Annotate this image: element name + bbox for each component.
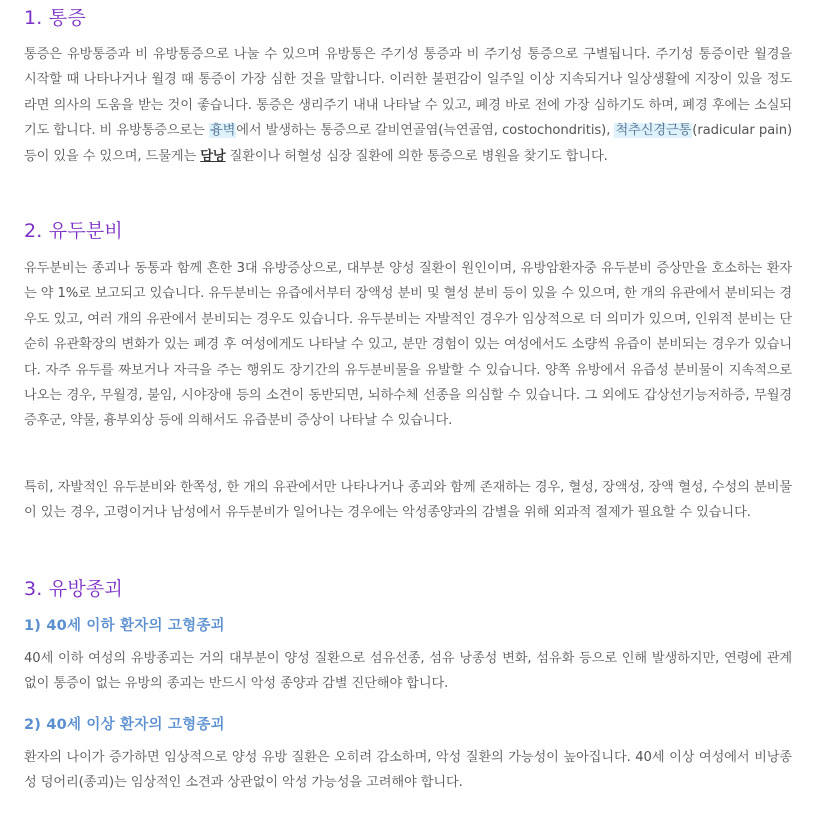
- section-title-nipple-discharge: 2. 유두분비: [24, 220, 123, 242]
- pain-text-b: 에서 발생하는 통증으로 갈비연골염(늑연골염, costochondritis),: [236, 123, 615, 139]
- mass-paragraph-under-40: 40세 이하 여성의 유방종괴는 거의 대부분이 양성 질환으로 섬유선종, 섬유 낭종성 변화, 섬유화 등으로 인해 발생하지만, 연령에 관계없이 통증이 없는 유방의 종괴는 반드시 악성 종양과 감별 진단해야 합니다.: [24, 651, 792, 692]
- mass-paragraph-over-40: 환자의 나이가 증가하면 임상적으로 양성 유방 질환은 오히려 감소하며, 악성 질환의 가능성이 높아집니다. 40세 이상 여성에서 비낭종성 덩어리(종괴)는 임상적인 소견과 상관없이 악성 가능성을 고려해야 합니다.: [24, 750, 792, 791]
- pain-text-d: 질환이나 허혈성 심장 질환에 의한 통증으로 병원을 찾기도 합니다.: [225, 148, 608, 164]
- section-title-breast-mass: 3. 유방종괴: [24, 578, 123, 600]
- discharge-paragraph-1: 유두분비는 종괴나 동통과 함께 흔한 3대 유방증상으로, 대부분 양성 질환이 원인이며, 유방암환자중 유두분비 증상만을 호소하는 환자는 약 1%로 보고되고 있습니다. 유두분비는 유즙에서부터 장액성 분비 및 혈성 분비 등이 있을 수 있으며, 한 개의 유관에서 분비되는 경우도 있고, 여러 개의 유관에서 분비되는 경우도 있습니다. 유두분비는 자발적인 경우가 임상적으로 더 의미가 있으며, 인위적 분비는 단순히 유관확장의 변화가 있는 폐경 후 여성에게도 나타날 수 있고, 분만 경험이 있는 여성에서도 소량씩 유즙이 분비되는 경우가 있습니다. 자주 유두를 짜보거나 자극을 주는 행위도 장기간의 유두분비물을 유발할 수 있습니다. 양쪽 유방에서 유즙성 분비물이 지속적으로 나오는 경우, 무월경, 불임, 시야장애 등의 소견이 동반되면, 뇌하수체 선종을 의심할 수 있습니다. 그 외에도 갑상선기능저하증, 무월경증후군, 약물, 흉부외상 등에 의해서도 유즙분비 증상이 나타날 수 있습니다.: [24, 261, 792, 429]
- discharge-paragraph-2: 특히, 자발적인 유두분비와 한쪽성, 한 개의 유관에서만 나타나거나 종괴와 함께 존재하는 경우, 혈성, 장액성, 장액 혈성, 수성의 분비물이 있는 경우, 고령이거나 남성에서 유두분비가 일어나는 경우에는 악성종양과의 감별을 위해 외과적 절제가 필요할 수 있습니다.: [24, 480, 792, 521]
- link-gallbladder[interactable]: 담낭: [200, 148, 226, 164]
- pain-text-c: (radicular pain) 등이 있을 수 있으며, 드물게는: [24, 123, 792, 164]
- section-title-pain: 1. 통증: [24, 7, 86, 29]
- subheading-over-40: 2) 40세 이상 환자의 고형종괴: [24, 717, 225, 733]
- pain-text-a: 통증은 유방통증과 비 유방통증으로 나눌 수 있으며 유방통은 주기성 통증과 비 주기성 통증으로 구별됩니다. 주기성 통증이란 월경을 시작할 때 나타나거나 월경 때 통증이 가장 심한 것을 말합니다. 이러한 불편감이 일주일 이상 지속되거나 일상생활에 지장이 있을 정도라면 의사의 도움을 받는 것이 좋습니다. 통증은 생리주기 내내 나타날 수 있고, 폐경 바로 전에 가장 심하기도 하며, 폐경 후에는 소실되기도 합니다. 비 유방통증으로는: [24, 47, 792, 139]
- link-chest-wall[interactable]: 흉벽: [209, 123, 236, 139]
- link-radicular-pain[interactable]: 척추신경근통: [615, 123, 692, 139]
- subheading-under-40: 1) 40세 이하 환자의 고형종괴: [24, 618, 225, 634]
- pain-paragraph: [24, 42, 792, 169]
